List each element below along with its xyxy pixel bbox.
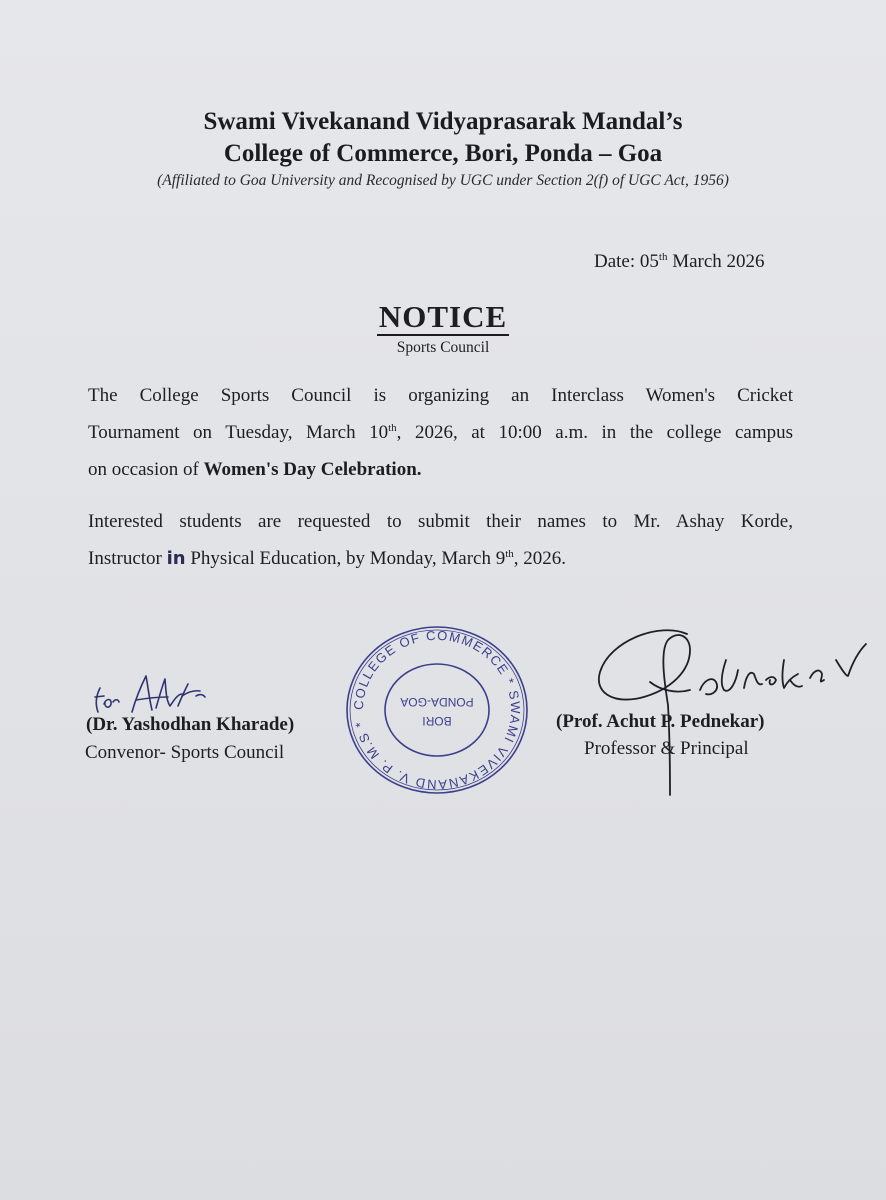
principal-role: Professor & Principal [584, 738, 749, 759]
p2-line-1: Interested students are requested to submit their names to Mr. Ashay Korde, [88, 511, 793, 532]
date-sup: th [658, 251, 668, 263]
institution-name: Swami Vivekanand Vidyaprasarak Mandal’s [203, 108, 683, 135]
seal-inner-line-2: PONDA-GOA [400, 695, 474, 709]
college-name: College of Commerce, Bori, Ponda – Goa [223, 140, 663, 167]
principal-name: (Prof. Achut P. Pednekar) [556, 711, 765, 732]
p2-line-2-a: Instructor [88, 548, 167, 569]
p1-line-1: The College Sports Council is organizing an Interclass Women's Cricket [88, 385, 793, 406]
notice-subtitle: Sports Council [396, 339, 490, 356]
womens-day-highlight: Women's Day Celebration. [203, 459, 422, 480]
date-suffix: March 2026 [667, 251, 765, 272]
seal-inner-line-1: BORI [422, 714, 452, 728]
p2-line-2 [88, 540, 793, 577]
affiliation-line: (Affiliated to Goa University and Recognised by UGC under Section 2(f) of UGC Act, 1956) [157, 172, 729, 189]
p1-line-3 [88, 451, 793, 488]
p1-line-2-a: Tournament on Tuesday, March 10 [88, 422, 389, 443]
paragraph-2 [88, 503, 793, 577]
convenor-role: Convenor- Sports Council [85, 742, 285, 763]
p1-line-2 [88, 414, 793, 451]
paragraph-1 [88, 377, 793, 488]
p1-line-2-b: , 2026, at 10:00 a.m. in the college campus [396, 422, 793, 443]
p1-line-3-a: on occasion of [88, 459, 204, 480]
seal-outer-ring [347, 627, 527, 793]
notice-title: NOTICE [378, 299, 508, 334]
date-prefix: Date: 05 [594, 251, 659, 272]
p2-line-2-b: Physical Education, by Monday, March 9 [185, 548, 506, 569]
notice-date [594, 251, 765, 273]
seal-outer-text: COLLEGE OF COMMERCE * SWAMI VIVEKANAND V. P. M.S * [350, 627, 524, 793]
notice-heading [0, 299, 886, 335]
seal-inner-ring [385, 664, 489, 756]
p1-line-2-sup: th [388, 422, 397, 434]
college-seal [344, 624, 530, 796]
p2-line-2-c: , 2026. [513, 548, 567, 569]
p2-line-2-sup: th [505, 548, 514, 560]
convenor-name: (Dr. Yashodhan Kharade) [86, 714, 295, 735]
left-signature [95, 676, 205, 712]
handwritten-correction: in [166, 548, 186, 569]
